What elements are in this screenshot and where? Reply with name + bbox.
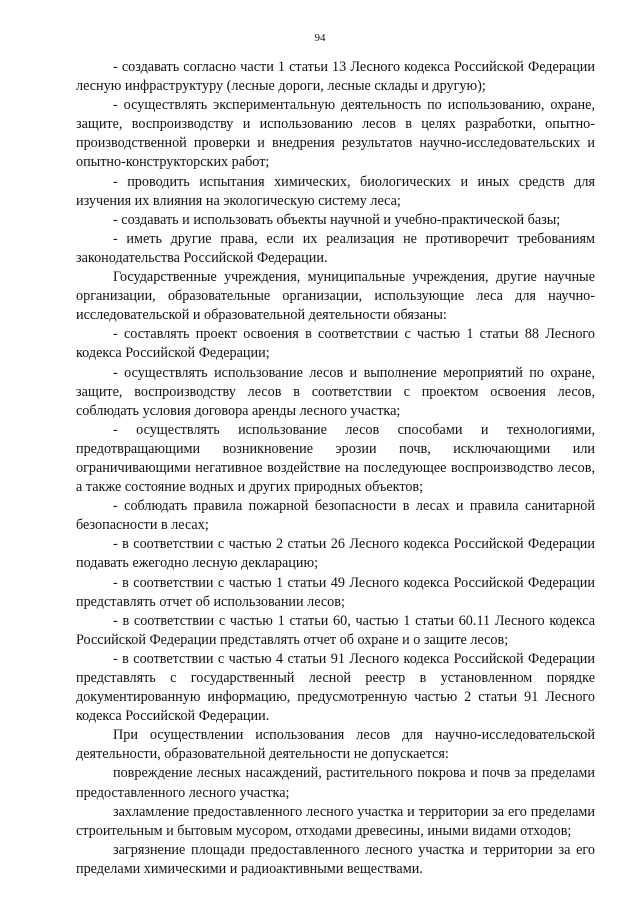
paragraph: захламление предоставленного лесного участка и территории за его пределами строительным и бытовым мусором, отходами древесины, иными видами отходов; <box>76 803 595 839</box>
paragraph: - создавать согласно части 1 статьи 13 Лесного кодекса Российской Федерации лесную инфраструктуру (лесные дороги, лесные склады и другую); <box>76 59 595 95</box>
paragraph: - в соответствии с частью 1 статьи 60, частью 1 статьи 60.11 Лесного кодекса Российской Федерации представлять отчет об охране и о защите лесов; <box>76 612 595 648</box>
paragraph: - осуществлять использование лесов и выполнение мероприятий по охране, защите, воспроизводству лесов в соответствии с проектом освоения лесов, соблюдать условия договора аренды лесного участка; <box>76 364 595 419</box>
document-body <box>76 58 595 879</box>
paragraph: - осуществлять использование лесов способами и технологиями, предотвращающими возникновение эрозии почв, исключающими или ограничивающими негативное воздействие на последующее воспроизводство лесов, а также состояние водных и других природных объектов; <box>76 421 595 496</box>
paragraph: - соблюдать правила пожарной безопасности в лесах и правила санитарной безопасности в лесах; <box>76 498 595 534</box>
paragraph: При осуществлении использования лесов для научно-исследовательской деятельности, образовательной деятельности не допускается: <box>76 727 595 763</box>
page-number: 94 <box>314 32 326 44</box>
paragraph: Государственные учреждения, муниципальные учреждения, другие научные организации, образовательные организации, использующие леса для научно-исследовательской и образовательной деятельности обязаны: <box>76 269 595 324</box>
paragraph: - в соответствии с частью 1 статьи 49 Лесного кодекса Российской Федерации представлять отчет об использовании лесов; <box>76 574 595 610</box>
paragraph: - в соответствии с частью 2 статьи 26 Лесного кодекса Российской Федерации подавать ежегодно лесную декларацию; <box>76 536 595 572</box>
paragraph: - составлять проект освоения в соответствии с частью 1 статьи 88 Лесного кодекса Российской Федерации; <box>76 326 595 362</box>
paragraph: повреждение лесных насаждений, растительного покрова и почв за пределами предоставленного лесного участка; <box>76 765 595 801</box>
paragraph: - создавать и использовать объекты научной и учебно-практической базы; <box>113 211 561 228</box>
paragraph: - иметь другие права, если их реализация не противоречит требованиям законодательства Российской Федерации. <box>76 230 595 266</box>
paragraph: - осуществлять экспериментальную деятельность по использованию, охране, защите, воспроизводству и использованию лесов в целях разработки, опытно-производственной проверки и внедрения результатов научно-исследовательских и опытно-конструкторских работ; <box>76 97 595 171</box>
paragraph: - в соответствии с частью 4 статьи 91 Лесного кодекса Российской Федерации представлять с государственный лесной реестр в установленном порядке документированную информацию, предусмотренную частью 2 статьи 91 Лесного кодекса Российской Федерации. <box>76 650 595 725</box>
paragraph: загрязнение площади предоставленного лесного участка и территории за его пределами химическими и радиоактивными веществами. <box>76 841 595 877</box>
paragraph: - проводить испытания химических, биологических и иных средств для изучения их влияния на экологическую систему леса; <box>76 173 595 209</box>
